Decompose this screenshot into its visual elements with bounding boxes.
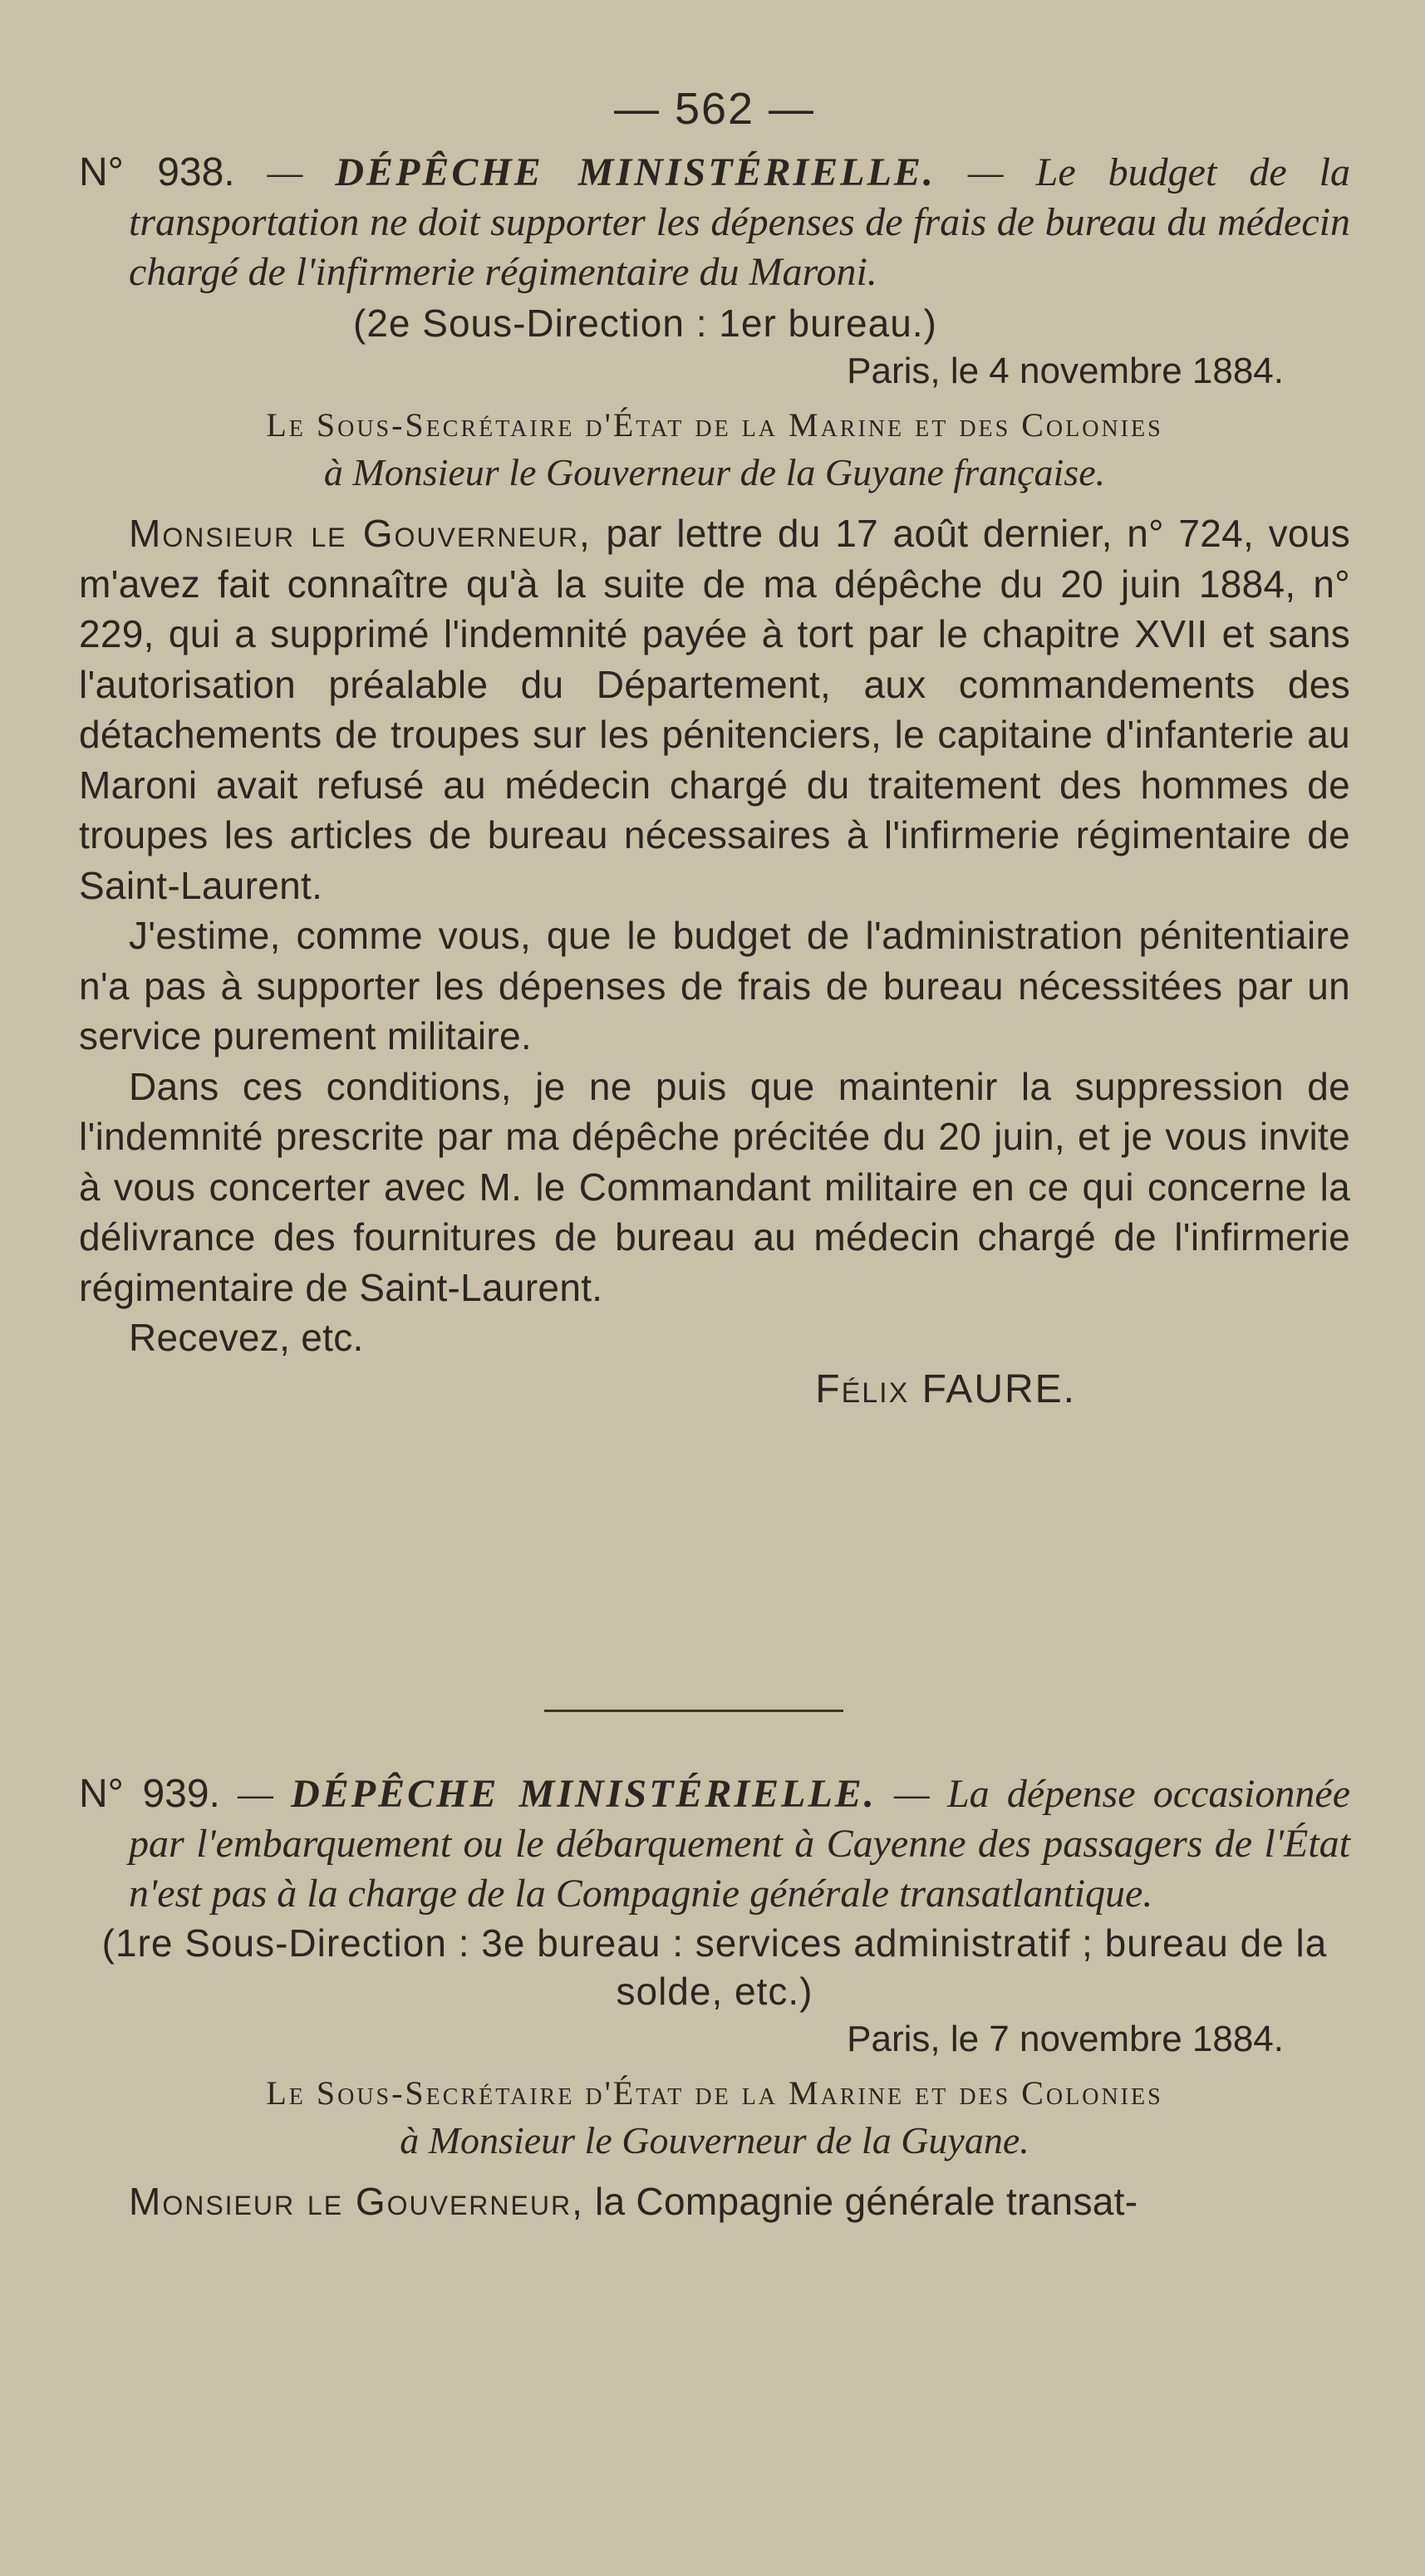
body-paragraph	[79, 910, 1350, 1062]
paragraph-text: J'estime, comme vous, que le budget de l'administration pénitentiaire n'a pas à supporter les dépenses de frais de bureau nécessitées par un service purement militaire.	[79, 914, 1350, 1057]
body-paragraph	[79, 2176, 1350, 2227]
entry-939	[79, 1769, 1350, 2227]
entry-938	[79, 148, 1350, 1415]
body-paragraph	[79, 1313, 1350, 1363]
entry-heading	[79, 148, 1350, 297]
paragraph-text: par lettre du 17 août dernier, n° 724, vous m'avez fait connaître qu'à la suite de ma dépêche du 20 juin 1884, n° 229, qui a supprimé l'indemnité payée à tort par le chapitre XVII et sans l'autorisation préalable du Département, aux commandements des détachements de troupes sur les pénitenciers, le capitaine d'infanterie au Maroni avait refusé au médecin chargé du traitement des hommes de troupes les articles de bureau nécessaires à l'infirmerie régimentaire de Saint-Laurent.	[79, 512, 1350, 907]
entry-dash: —	[234, 150, 336, 194]
document-page	[79, 83, 1350, 2542]
entry-dash: —	[935, 150, 1036, 194]
sender-line: Le Sous-Secrétaire d'État de la Marine et des Colonies	[266, 2074, 1163, 2112]
page-number: — 562 —	[613, 84, 816, 134]
body-paragraph	[79, 508, 1350, 910]
letter-body	[79, 2176, 1350, 2227]
sender-line: Le Sous-Secrétaire d'État de la Marine et des Colonies	[266, 406, 1163, 444]
recipient-line: à Monsieur le Gouverneur de la Guyane.	[400, 2119, 1029, 2161]
entry-dash: —	[219, 1772, 292, 1816]
source-line: (2e Sous-Direction : 1er bureau.)	[353, 302, 937, 345]
paragraph-text: la Compagnie générale transat-	[583, 2180, 1138, 2223]
entry-number: N° 938.	[79, 150, 235, 194]
recipient-line: à Monsieur le Gouverneur de la Guyane française.	[323, 451, 1106, 493]
paragraph-text: Dans ces conditions, je ne puis que maintenir la suppression de l'indemnité prescrite par ma dépêche précitée du 20 juin, et je vous invite à vous concerter avec M. le Commandant militaire en ce qui concerne la délivrance des fournitures de bureau au médecin chargé de l'infirmerie régimentaire de Saint-Laurent.	[79, 1064, 1350, 1309]
entry-number: N° 939.	[79, 1772, 220, 1816]
entry-heading	[79, 1769, 1350, 1919]
entry-summary: La dépense occasionnée par l'embarquement ou le débarquement à Cayenne des passagers de l'État n'est pas à la charge de la Compagnie générale transatlantique.	[129, 1772, 1351, 1916]
entry-kind: DÉPÊCHE MINISTÉRIELLE.	[335, 150, 936, 194]
source-line: (1re Sous-Direction : 3e bureau : services administratif ; bureau de la solde, etc.)	[101, 1921, 1328, 2013]
signature-family-name: FAURE.	[921, 1367, 1076, 1411]
dateline: Paris, le 7 novembre 1884.	[847, 2019, 1284, 2059]
salutation: Monsieur le Gouverneur,	[129, 512, 592, 555]
letter-body	[79, 508, 1350, 1363]
body-paragraph	[79, 1062, 1350, 1313]
signature	[79, 1365, 1350, 1415]
paragraph-text: Recevez, etc.	[129, 1316, 364, 1359]
entry-kind: DÉPÊCHE MINISTÉRIELLE.	[291, 1772, 877, 1816]
signature-given-name: Félix	[815, 1367, 910, 1411]
entry-dash: —	[876, 1772, 947, 1816]
salutation: Monsieur le Gouverneur,	[129, 2180, 584, 2223]
section-divider	[544, 1710, 843, 1712]
dateline: Paris, le 4 novembre 1884.	[847, 351, 1284, 391]
entry-summary: Le budget de la transportation ne doit supporter les dépenses de frais de bureau du médecin chargé de l'infirmerie régimentaire du Maroni.	[129, 150, 1351, 294]
